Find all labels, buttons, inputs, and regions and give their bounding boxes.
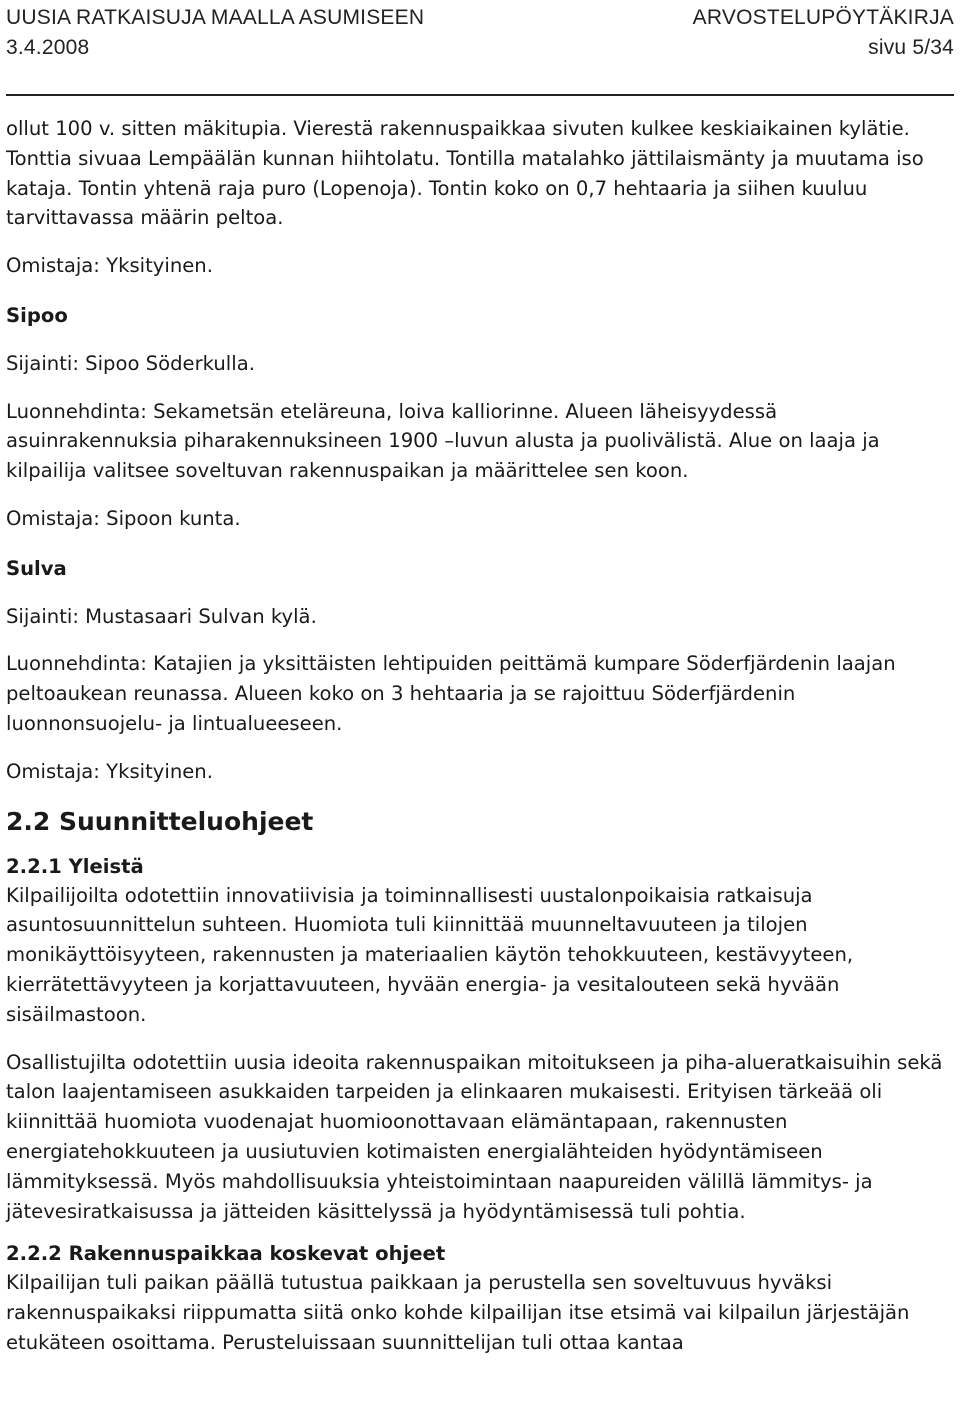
header-divider bbox=[6, 94, 954, 96]
page-header bbox=[6, 0, 954, 96]
header-title-row bbox=[6, 6, 954, 30]
sulva-location: Sijainti: Mustasaari Sulvan kylä. bbox=[6, 604, 317, 628]
document-type-title: ARVOSTELUPÖYTÄKIRJA bbox=[692, 6, 954, 29]
header-meta-row bbox=[6, 36, 954, 60]
document-series-title: UUSIA RATKAISUJA MAALLA ASUMISEEN bbox=[6, 6, 425, 29]
page-number: sivu 5/34 bbox=[868, 36, 954, 59]
owner-line: Omistaja: Yksityinen. bbox=[6, 254, 213, 278]
sipoo-owner: Omistaja: Sipoon kunta. bbox=[6, 506, 241, 530]
sulva-description: Luonnehdinta: Katajien ja yksittäisten lehtipuiden peittämä kumpare Söderfjärdenin laajan peltoaukean reunassa. Alueen koko on 3 hehtaaria ja se rajoittuu Söderfjärdenin luonnonsuojelu- ja lintualueeseen. bbox=[6, 652, 896, 735]
rakennuspaikka-paragraph-1: Kilpailijan tuli paikan päällä tutustua paikkaan ja perustella sen soveltuvuus hyväksi rakennuspaikaksi riippumatta siitä onko kohde kilpailijan itse etsimä vai kilpailun järjestäjän etukäteen osoittama. Perusteluissaan suunnittelijan tuli ottaa kantaa bbox=[6, 1271, 910, 1354]
document-body bbox=[6, 114, 946, 1358]
site-heading-sulva: Sulva bbox=[6, 556, 67, 580]
sipoo-description: Luonnehdinta: Sekametsän eteläreuna, loiva kalliorinne. Alueen läheisyydessä asuinrakennuksia piharakennuksineen 1900 –luvun alusta ja puolivälistä. Alue on laaja ja kilpailija valitsee soveltuvan rakennuspaikan ja määrittelee sen koon. bbox=[6, 399, 880, 483]
yleista-paragraph-2: Osallistujilta odotettiin uusia ideoita rakennuspaikan mitoitukseen ja piha-alueratkaisuihin sekä talon laajentamiseen asukkaiden tarpeiden ja elinkaaren mukaisesti. Erityisen tärkeää oli kiinnittää huomiota vuodenajat huomioonottavaan elämäntapaan, rakennusten energiatehokkuuteen ja uusiutuvien kotimaisten energialähteiden hyödyntämiseen lämmityksessä. Myös mahdollisuuksia yhteistoimintaan naapureiden välillä lämmitys- ja jätevesiratkaisussa ja jätteiden käsittelyssä ja hyödyntämisessä tuli pohtia. bbox=[6, 1050, 943, 1223]
sulva-owner: Omistaja: Yksityinen. bbox=[6, 759, 213, 783]
yleista-paragraph-1: Kilpailijoilta odotettiin innovatiivisia ja toiminnallisesti uustalonpoikaisia ratkaisuja asuntosuunnittelun suhteen. Huomiota tuli kiinnittää muunneltavuuteen ja tilojen monikäyttöisyyteen, rakennusten ja materiaalien käytön tehokkuuteen, kestävyyteen, kierrätettävyyteen ja korjattavuuteen, hyvään energia- ja vesitalouteen sekä hyvään sisäilmastoon. bbox=[6, 883, 854, 1026]
site-heading-sipoo: Sipoo bbox=[6, 303, 68, 327]
document-date: 3.4.2008 bbox=[6, 36, 90, 59]
subsection-heading-yleista: 2.2.1 Yleistä bbox=[6, 854, 144, 878]
paragraph-site-description: ollut 100 v. sitten mäkitupia. Vierestä rakennuspaikkaa sivuten kulkee keskiaikainen kylätie. Tonttia sivuaa Lempäälän kunnan hiihtolatu. Tontilla matalahko jättilaismänty ja muutama iso kataja. Tontin yhtenä raja puro (Lopenoja). Tontin koko on 0,7 hehtaaria ja siihen kuuluu tarvittavassa määrin peltoa. bbox=[6, 117, 924, 230]
sipoo-location: Sijainti: Sipoo Söderkulla. bbox=[6, 351, 255, 375]
section-heading-suunnitteluohjeet: 2.2 Suunnitteluohjeet bbox=[6, 806, 314, 836]
subsection-heading-rakennuspaikka: 2.2.2 Rakennuspaikkaa koskevat ohjeet bbox=[6, 1242, 446, 1266]
